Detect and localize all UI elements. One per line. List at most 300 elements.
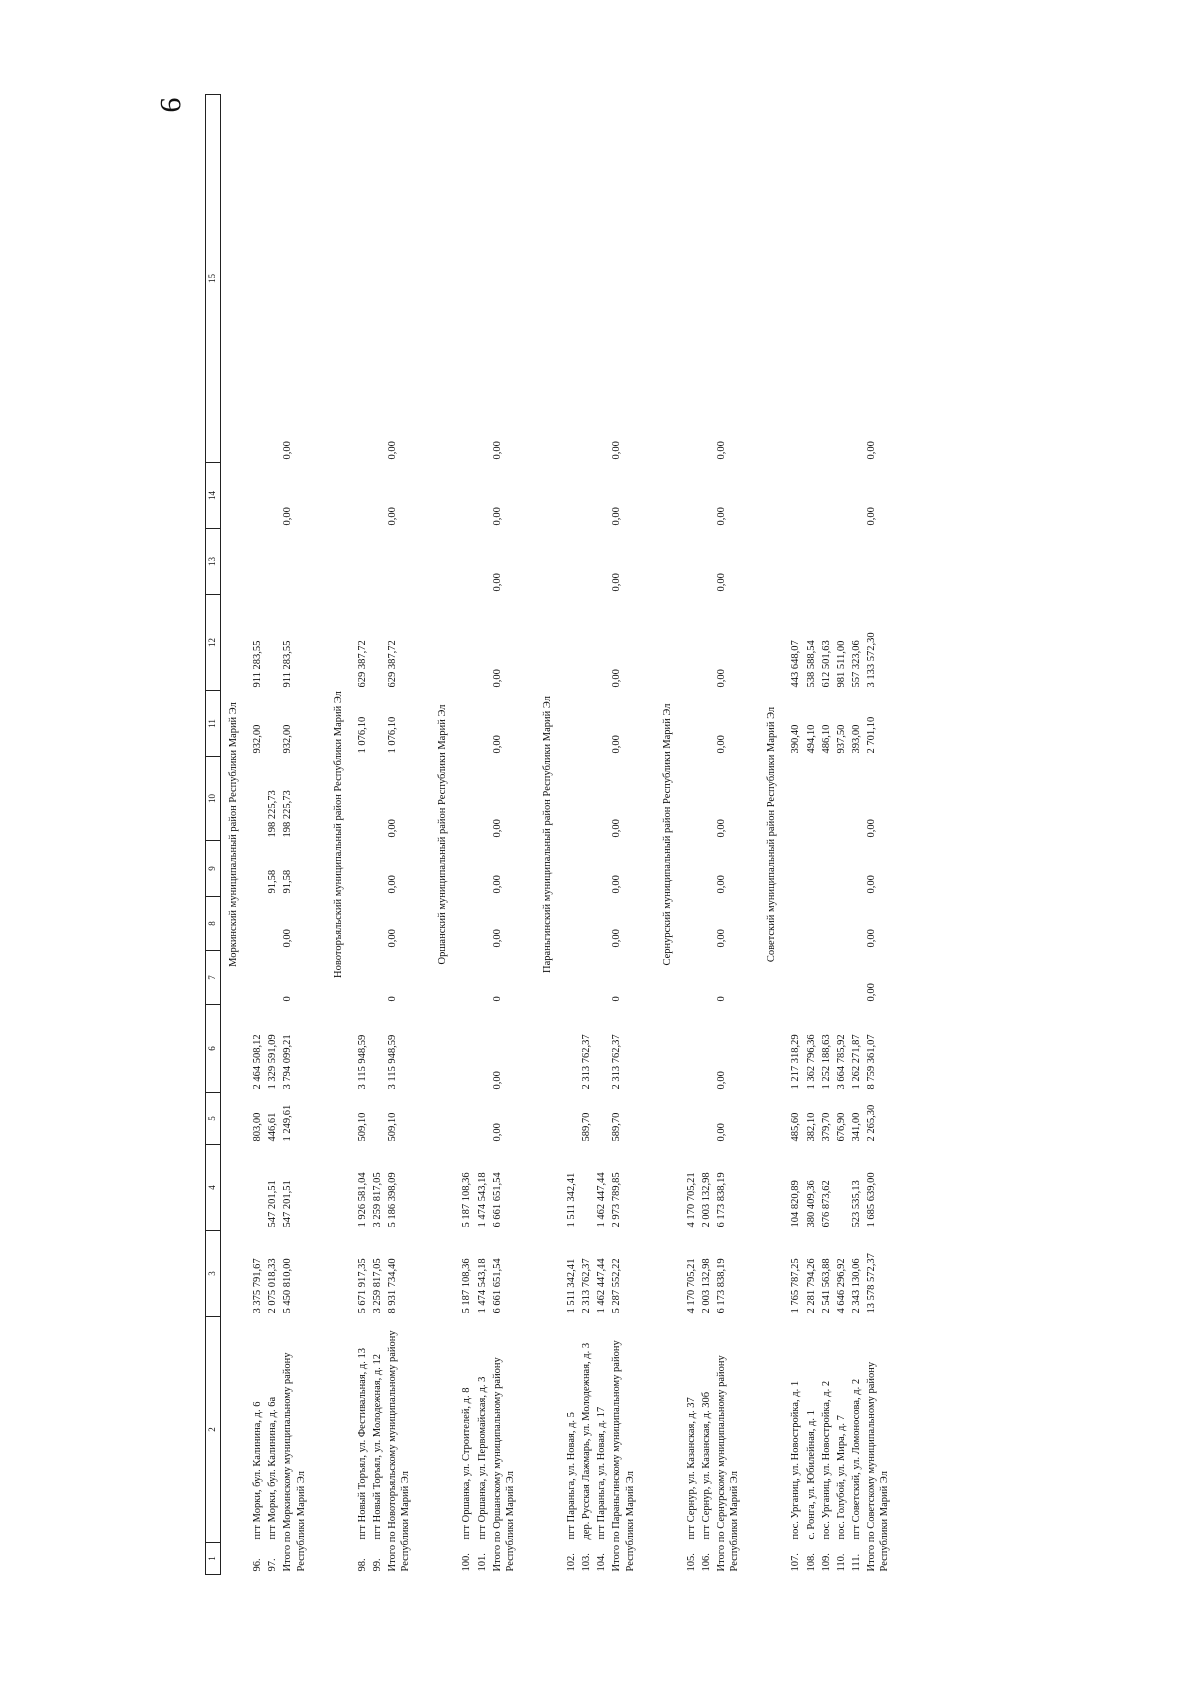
total-cell-c8: 0,00 (491, 929, 503, 948)
total-cell-c8: 0,00 (611, 929, 623, 948)
total-cell-c12: 3 133 572,30 (866, 632, 877, 688)
total-cell-c11: 0,00 (716, 735, 727, 754)
value-cell-c7 (355, 951, 370, 1005)
total-cell-c13 (280, 529, 313, 595)
total-cell-c9: 0,00 (866, 875, 877, 894)
region-heading: Оршанский муниципальный район Республики Марий Эл (437, 704, 449, 965)
value-cell-c4: 676 873,62 (820, 1180, 832, 1228)
value-cell-c13 (684, 529, 699, 595)
value-cell-c6: 1 329 591,09 (267, 1034, 279, 1090)
spacer-cell (643, 95, 655, 1575)
section-spacer (643, 95, 655, 1575)
value-cell-c7 (788, 951, 803, 1005)
column-header-4: 4 (206, 1145, 221, 1231)
value-cell-c9 (788, 841, 803, 897)
value-cell-c9: 91,58 (267, 869, 279, 894)
value-cell-c6: 3 664 785,92 (835, 1034, 847, 1090)
value-cell-c4: 5 187 108,36 (461, 1172, 473, 1228)
total-cell-c7: 0,00 (866, 983, 877, 1002)
total-cell-c4: 2 973 789,85 (611, 1172, 623, 1228)
value-cell-c15 (475, 95, 490, 463)
value-cell-c5 (475, 1093, 490, 1145)
value-cell-c9 (475, 841, 490, 897)
region-heading-row (221, 95, 251, 1575)
total-cell-c6: 3 794 099,21 (282, 1034, 294, 1090)
value-cell-c14 (579, 463, 594, 529)
value-cell-c14 (265, 463, 280, 529)
total-cell-c14: 0,00 (491, 507, 503, 526)
value-cell-c15 (834, 95, 849, 463)
value-cell-c14 (804, 463, 819, 529)
region-heading-row (655, 95, 684, 1575)
value-cell-c13 (594, 529, 609, 595)
value-cell-c7 (265, 951, 280, 1005)
total-cell-c5: 0,00 (491, 1123, 503, 1142)
value-cell-c7 (684, 951, 699, 1005)
column-header-2: 2 (206, 1317, 221, 1543)
rotated-table-container (205, 115, 1075, 1575)
row-number: 99. (371, 1558, 383, 1572)
value-cell-c10 (564, 757, 579, 841)
value-cell-c4 (250, 1145, 265, 1231)
value-cell-c14 (834, 463, 849, 529)
value-cell-c11 (459, 691, 474, 757)
value-cell-c6: 1 262 271,87 (850, 1034, 862, 1090)
value-cell-c13 (459, 529, 474, 595)
total-label: Итого по Сернурскому муниципальному району Республики Марий Эл (716, 1355, 741, 1572)
value-cell-c15 (699, 95, 714, 463)
value-cell-c15 (849, 95, 864, 463)
total-cell-c3: 8 931 734,40 (387, 1258, 398, 1314)
value-cell-c15 (250, 95, 265, 463)
table-row (699, 95, 714, 1575)
total-cell-c6: 0,00 (491, 1071, 503, 1090)
total-cell-c9: 0,00 (611, 875, 623, 894)
value-cell-c7 (804, 951, 819, 1005)
total-cell-c9: 0,00 (716, 875, 727, 894)
total-cell-c10: 0,00 (866, 819, 877, 838)
value-cell-c8 (849, 897, 864, 951)
value-cell-c5 (699, 1093, 714, 1145)
address-cell: пгт Параньга, ул. Новая, д. 5 (566, 1412, 577, 1540)
value-cell-c12: 557 323,06 (850, 640, 862, 688)
value-cell-c14 (355, 463, 370, 529)
value-cell-c4: 1 474 543,18 (476, 1172, 488, 1228)
value-cell-c13 (355, 529, 370, 595)
value-cell-c11: 932,00 (252, 724, 264, 754)
total-label: Итого по Параньгинскому муниципальному району Республики Марий Эл (611, 1340, 636, 1572)
value-cell-c8 (459, 897, 474, 951)
region-heading: Сернурский муниципальный район Республики Марий Эл (661, 703, 673, 966)
value-cell-c9 (819, 841, 834, 897)
value-cell-c6 (684, 1005, 699, 1093)
address-cell: пгт Советский, ул. Ломоносова, д. 2 (850, 1378, 862, 1540)
total-cell-c11: 1 076,10 (387, 716, 398, 754)
value-cell-c7 (834, 951, 849, 1005)
row-number: 104. (596, 1553, 608, 1572)
total-cell-c3: 13 578 572,37 (866, 1253, 877, 1314)
value-cell-c13 (819, 529, 834, 595)
value-cell-c7 (370, 951, 385, 1005)
total-cell-c10: 0,00 (387, 819, 398, 838)
value-cell-c5: 379,70 (820, 1112, 832, 1142)
total-row (280, 95, 313, 1575)
table-row (355, 95, 370, 1575)
column-header-15: 15 (206, 95, 221, 463)
value-cell-c12 (459, 595, 474, 691)
row-number: 110. (835, 1553, 847, 1572)
column-header-7: 7 (206, 951, 221, 1005)
table-row (370, 95, 385, 1575)
total-cell-c12: 629 387,72 (387, 640, 398, 688)
value-cell-c15 (564, 95, 579, 463)
value-cell-c3: 1 474 543,18 (476, 1258, 488, 1314)
value-cell-c8 (564, 897, 579, 951)
value-cell-c15 (370, 95, 385, 463)
column-header-1: 1 (206, 1543, 221, 1575)
table-body (221, 95, 910, 1575)
total-cell-c8: 0,00 (866, 929, 877, 948)
value-cell-c11 (684, 691, 699, 757)
value-cell-c3: 1 765 787,25 (790, 1258, 802, 1314)
column-header-3: 3 (206, 1231, 221, 1317)
section-spacer (747, 95, 759, 1575)
total-row (864, 95, 897, 1575)
value-cell-c11: 937,50 (835, 724, 847, 754)
total-cell-c14: 0,00 (387, 507, 398, 526)
value-cell-c13 (804, 529, 819, 595)
total-row (490, 95, 523, 1575)
value-cell-c4: 523 535,13 (850, 1180, 862, 1228)
value-cell-c5: 803,00 (252, 1112, 264, 1142)
value-cell-c5: 589,70 (581, 1112, 593, 1142)
total-cell-c7: 0 (611, 996, 623, 1002)
total-cell-c4: 6 173 838,19 (716, 1172, 727, 1228)
value-cell-c9 (459, 841, 474, 897)
value-cell-c7 (819, 951, 834, 1005)
total-cell-c7: 0 (387, 996, 398, 1002)
spacer-cell (523, 95, 535, 1575)
value-cell-c4 (834, 1145, 849, 1231)
spacer-cell (418, 95, 430, 1575)
value-cell-c6 (564, 1005, 579, 1093)
value-cell-c9 (370, 841, 385, 897)
value-cell-c3: 4 646 296,92 (835, 1258, 847, 1314)
value-cell-c8 (699, 897, 714, 951)
address-cell: с. Ронга, ул. Юбилейная, д. 1 (805, 1410, 817, 1540)
value-cell-c9 (684, 841, 699, 897)
table-row (564, 95, 579, 1575)
column-header-13: 13 (206, 529, 221, 595)
value-cell-c15 (355, 95, 370, 463)
value-cell-c11 (699, 691, 714, 757)
value-cell-c13 (788, 529, 803, 595)
value-cell-c5: 382,10 (805, 1112, 817, 1142)
total-cell-c13 (864, 529, 897, 595)
value-cell-c12: 612 501,63 (820, 640, 832, 688)
value-cell-c9 (355, 841, 370, 897)
total-label: Итого по Советскому муниципальному району Республики Марий Эл (866, 1361, 891, 1572)
value-cell-c6 (699, 1005, 714, 1093)
value-cell-c9 (594, 841, 609, 897)
total-cell-c15: 0,00 (282, 441, 294, 460)
value-cell-c11: 494,10 (805, 724, 817, 754)
value-cell-c14 (250, 463, 265, 529)
region-heading-row (326, 95, 355, 1575)
value-cell-c15 (684, 95, 699, 463)
total-cell-c14: 0,00 (866, 507, 877, 526)
value-cell-c6: 1 252 188,63 (820, 1034, 832, 1090)
value-cell-c11: 486,10 (820, 724, 832, 754)
total-cell-c4: 6 661 651,54 (491, 1172, 503, 1228)
total-cell-c11: 2 701,10 (866, 716, 877, 754)
value-cell-c3: 2 003 132,98 (700, 1258, 712, 1314)
value-cell-c10 (370, 757, 385, 841)
row-number: 102. (566, 1553, 577, 1572)
value-cell-c4: 1 511 342,41 (566, 1172, 577, 1228)
total-cell-c10: 0,00 (716, 819, 727, 838)
value-cell-c12: 629 387,72 (356, 640, 368, 688)
total-cell-c13: 0,00 (611, 573, 623, 592)
total-cell-c7: 0 (491, 996, 503, 1002)
region-heading: Моркинский муниципальный район Республики Марий Эл (228, 702, 239, 967)
value-cell-c10 (804, 757, 819, 841)
value-cell-c4: 4 170 705,21 (685, 1172, 697, 1228)
value-cell-c14 (370, 463, 385, 529)
value-cell-c13 (579, 529, 594, 595)
table-row (849, 95, 864, 1575)
total-cell-c12: 0,00 (491, 669, 503, 688)
value-cell-c6: 1 362 796,36 (805, 1034, 817, 1090)
value-cell-c14 (699, 463, 714, 529)
value-cell-c7 (459, 951, 474, 1005)
value-cell-c9 (564, 841, 579, 897)
total-cell-c6: 8 759 361,07 (866, 1034, 877, 1090)
total-cell-c5: 0,00 (716, 1123, 727, 1142)
table-row (579, 95, 594, 1575)
total-cell-c8: 0,00 (387, 929, 398, 948)
value-cell-c7 (250, 951, 265, 1005)
value-cell-c6: 2 464 508,12 (252, 1034, 264, 1090)
value-cell-c12 (684, 595, 699, 691)
value-cell-c4: 547 201,51 (267, 1180, 279, 1228)
total-cell-c5: 589,70 (611, 1112, 623, 1142)
value-cell-c14 (594, 463, 609, 529)
total-cell-c15: 0,00 (716, 441, 727, 460)
table-row (265, 95, 280, 1575)
value-cell-c10 (579, 757, 594, 841)
value-cell-c12 (265, 595, 280, 691)
value-cell-c15 (788, 95, 803, 463)
value-cell-c8 (804, 897, 819, 951)
value-cell-c12: 981 511,00 (835, 640, 847, 688)
value-cell-c15 (265, 95, 280, 463)
address-cell: пгт Новый Торъял, ул. Фестивальная, д. 13 (356, 1347, 368, 1540)
total-cell-c10: 0,00 (491, 819, 503, 838)
table-row (459, 95, 474, 1575)
section-spacer (418, 95, 430, 1575)
value-cell-c5: 341,00 (850, 1112, 862, 1142)
row-number: 106. (700, 1553, 712, 1572)
row-number: 109. (820, 1553, 832, 1572)
row-number: 98. (356, 1558, 368, 1572)
total-cell-c8: 0,00 (282, 929, 294, 948)
value-cell-c12: 443 648,07 (790, 640, 802, 688)
value-cell-c3: 2 075 018,33 (267, 1258, 279, 1314)
total-cell-c4: 547 201,51 (282, 1180, 294, 1228)
total-cell-c13: 0,00 (491, 573, 503, 592)
value-cell-c3: 2 313 762,37 (581, 1258, 593, 1314)
row-number: 96. (252, 1558, 264, 1572)
total-cell-c10: 198 225,73 (282, 790, 294, 838)
value-cell-c6 (594, 1005, 609, 1093)
value-cell-c7 (849, 951, 864, 1005)
total-cell-c3: 5 450 810,00 (282, 1258, 294, 1314)
value-cell-c10 (834, 757, 849, 841)
value-cell-c3: 2 281 794,26 (805, 1258, 817, 1314)
value-cell-c10 (594, 757, 609, 841)
table-row (250, 95, 265, 1575)
value-cell-c7 (564, 951, 579, 1005)
total-cell-c15: 0,00 (866, 441, 877, 460)
value-cell-c10 (459, 757, 474, 841)
column-header-14: 14 (206, 463, 221, 529)
value-cell-c9 (699, 841, 714, 897)
section-spacer (897, 95, 909, 1575)
column-header-11: 11 (206, 691, 221, 757)
value-cell-c6 (370, 1005, 385, 1093)
table-row (834, 95, 849, 1575)
row-number: 108. (805, 1553, 817, 1572)
total-cell-c3: 6 173 838,19 (716, 1258, 727, 1314)
table-header (206, 95, 221, 1575)
value-cell-c3: 2 343 130,06 (850, 1258, 862, 1314)
section-spacer (523, 95, 535, 1575)
total-cell-c5: 2 265,30 (866, 1104, 877, 1142)
value-cell-c6: 3 115 948,59 (356, 1034, 368, 1090)
spacer-cell (747, 95, 759, 1575)
value-cell-c9 (804, 841, 819, 897)
total-cell-c13 (385, 529, 418, 595)
value-cell-c12 (579, 595, 594, 691)
value-cell-c4: 1 926 581,04 (356, 1172, 368, 1228)
address-cell: пос. Урганиц, ул. Новостройка, д. 1 (790, 1380, 802, 1540)
value-cell-c11: 390,40 (790, 724, 802, 754)
value-cell-c10 (819, 757, 834, 841)
total-cell-c13: 0,00 (716, 573, 727, 592)
value-cell-c10 (849, 757, 864, 841)
value-cell-c7 (594, 951, 609, 1005)
spacer-cell (897, 95, 909, 1575)
row-number: 101. (476, 1553, 488, 1572)
value-cell-c11: 1 076,10 (356, 716, 368, 754)
value-cell-c6 (459, 1005, 474, 1093)
total-cell-c7: 0 (716, 996, 727, 1002)
total-label: Итого по Моркинскому муниципальному району Республики Марий Эл (282, 1352, 307, 1572)
value-cell-c12 (594, 595, 609, 691)
value-cell-c8 (579, 897, 594, 951)
row-number: 111. (850, 1553, 862, 1572)
total-cell-c5: 1 249,61 (282, 1104, 294, 1142)
value-cell-c13 (834, 529, 849, 595)
value-cell-c8 (370, 897, 385, 951)
total-cell-c12: 0,00 (716, 669, 727, 688)
value-cell-c11 (579, 691, 594, 757)
value-cell-c8 (475, 897, 490, 951)
value-cell-c8 (819, 897, 834, 951)
total-cell-c10: 0,00 (611, 819, 623, 838)
value-cell-c12 (475, 595, 490, 691)
value-cell-c4: 380 409,36 (805, 1180, 817, 1228)
value-cell-c5: 446,61 (267, 1112, 279, 1142)
value-cell-c12 (564, 595, 579, 691)
total-label: Итого по Новоторъяльскому муниципальному району Республики Марий Эл (387, 1330, 412, 1572)
value-cell-c6 (475, 1005, 490, 1093)
value-cell-c15 (804, 95, 819, 463)
address-cell: пгт Оршанка, ул. Строителей, д. 8 (461, 1387, 473, 1540)
row-number: 103. (581, 1553, 593, 1572)
column-header-9: 9 (206, 841, 221, 897)
value-cell-c8 (788, 897, 803, 951)
total-cell-c12: 0,00 (611, 669, 623, 688)
row-number: 107. (790, 1553, 802, 1572)
value-cell-c4: 3 259 817,05 (371, 1172, 383, 1228)
address-cell: пгт Морки, бул. Калинина, д. 6 (252, 1401, 264, 1540)
address-cell: пгт Новый Торъял, ул. Молодежная, д. 12 (371, 1354, 383, 1540)
column-header-5: 5 (206, 1093, 221, 1145)
value-cell-c3: 5 187 108,36 (461, 1258, 473, 1314)
total-cell-c4: 1 685 639,00 (866, 1172, 877, 1228)
total-cell-c12: 911 283,55 (282, 640, 294, 688)
total-label: Итого по Оршанскому муниципальному району Республики Марий Эл (491, 1357, 516, 1572)
value-cell-c12 (699, 595, 714, 691)
region-heading-row (430, 95, 459, 1575)
value-cell-c3: 3 375 791,67 (252, 1258, 264, 1314)
column-header-10: 10 (206, 757, 221, 841)
total-cell-c14: 0,00 (611, 507, 623, 526)
value-cell-c8 (594, 897, 609, 951)
column-header-6: 6 (206, 1005, 221, 1093)
region-heading: Советский муниципальный район Республики Марий Эл (766, 706, 778, 963)
value-cell-c5: 509,10 (356, 1112, 368, 1142)
value-cell-c7 (699, 951, 714, 1005)
total-cell-c6: 2 313 762,37 (611, 1034, 623, 1090)
value-cell-c10 (699, 757, 714, 841)
region-heading-row (759, 95, 788, 1575)
value-cell-c8 (684, 897, 699, 951)
value-cell-c14 (475, 463, 490, 529)
total-row (609, 95, 642, 1575)
table-row (788, 95, 803, 1575)
total-row (385, 95, 418, 1575)
table-row (684, 95, 699, 1575)
spacer-cell (314, 95, 326, 1575)
total-cell-c9: 0,00 (387, 875, 398, 894)
value-cell-c12: 911 283,55 (252, 640, 264, 688)
total-cell-c11: 0,00 (611, 735, 623, 754)
value-cell-c5 (459, 1093, 474, 1145)
value-cell-c3: 4 170 705,21 (685, 1258, 697, 1314)
total-cell-c15: 0,00 (387, 441, 398, 460)
value-cell-c5: 676,90 (835, 1112, 847, 1142)
value-cell-c8 (250, 897, 265, 951)
address-cell: пос. Урганиц, ул. Новостройка, д. 2 (820, 1380, 832, 1540)
value-cell-c5 (594, 1093, 609, 1145)
row-number: 97. (267, 1558, 279, 1572)
row-number: 105. (685, 1553, 697, 1572)
value-cell-c4: 2 003 132,98 (700, 1172, 712, 1228)
region-heading: Новоторъяльский муниципальный район Республики Марий Эл (332, 691, 344, 978)
